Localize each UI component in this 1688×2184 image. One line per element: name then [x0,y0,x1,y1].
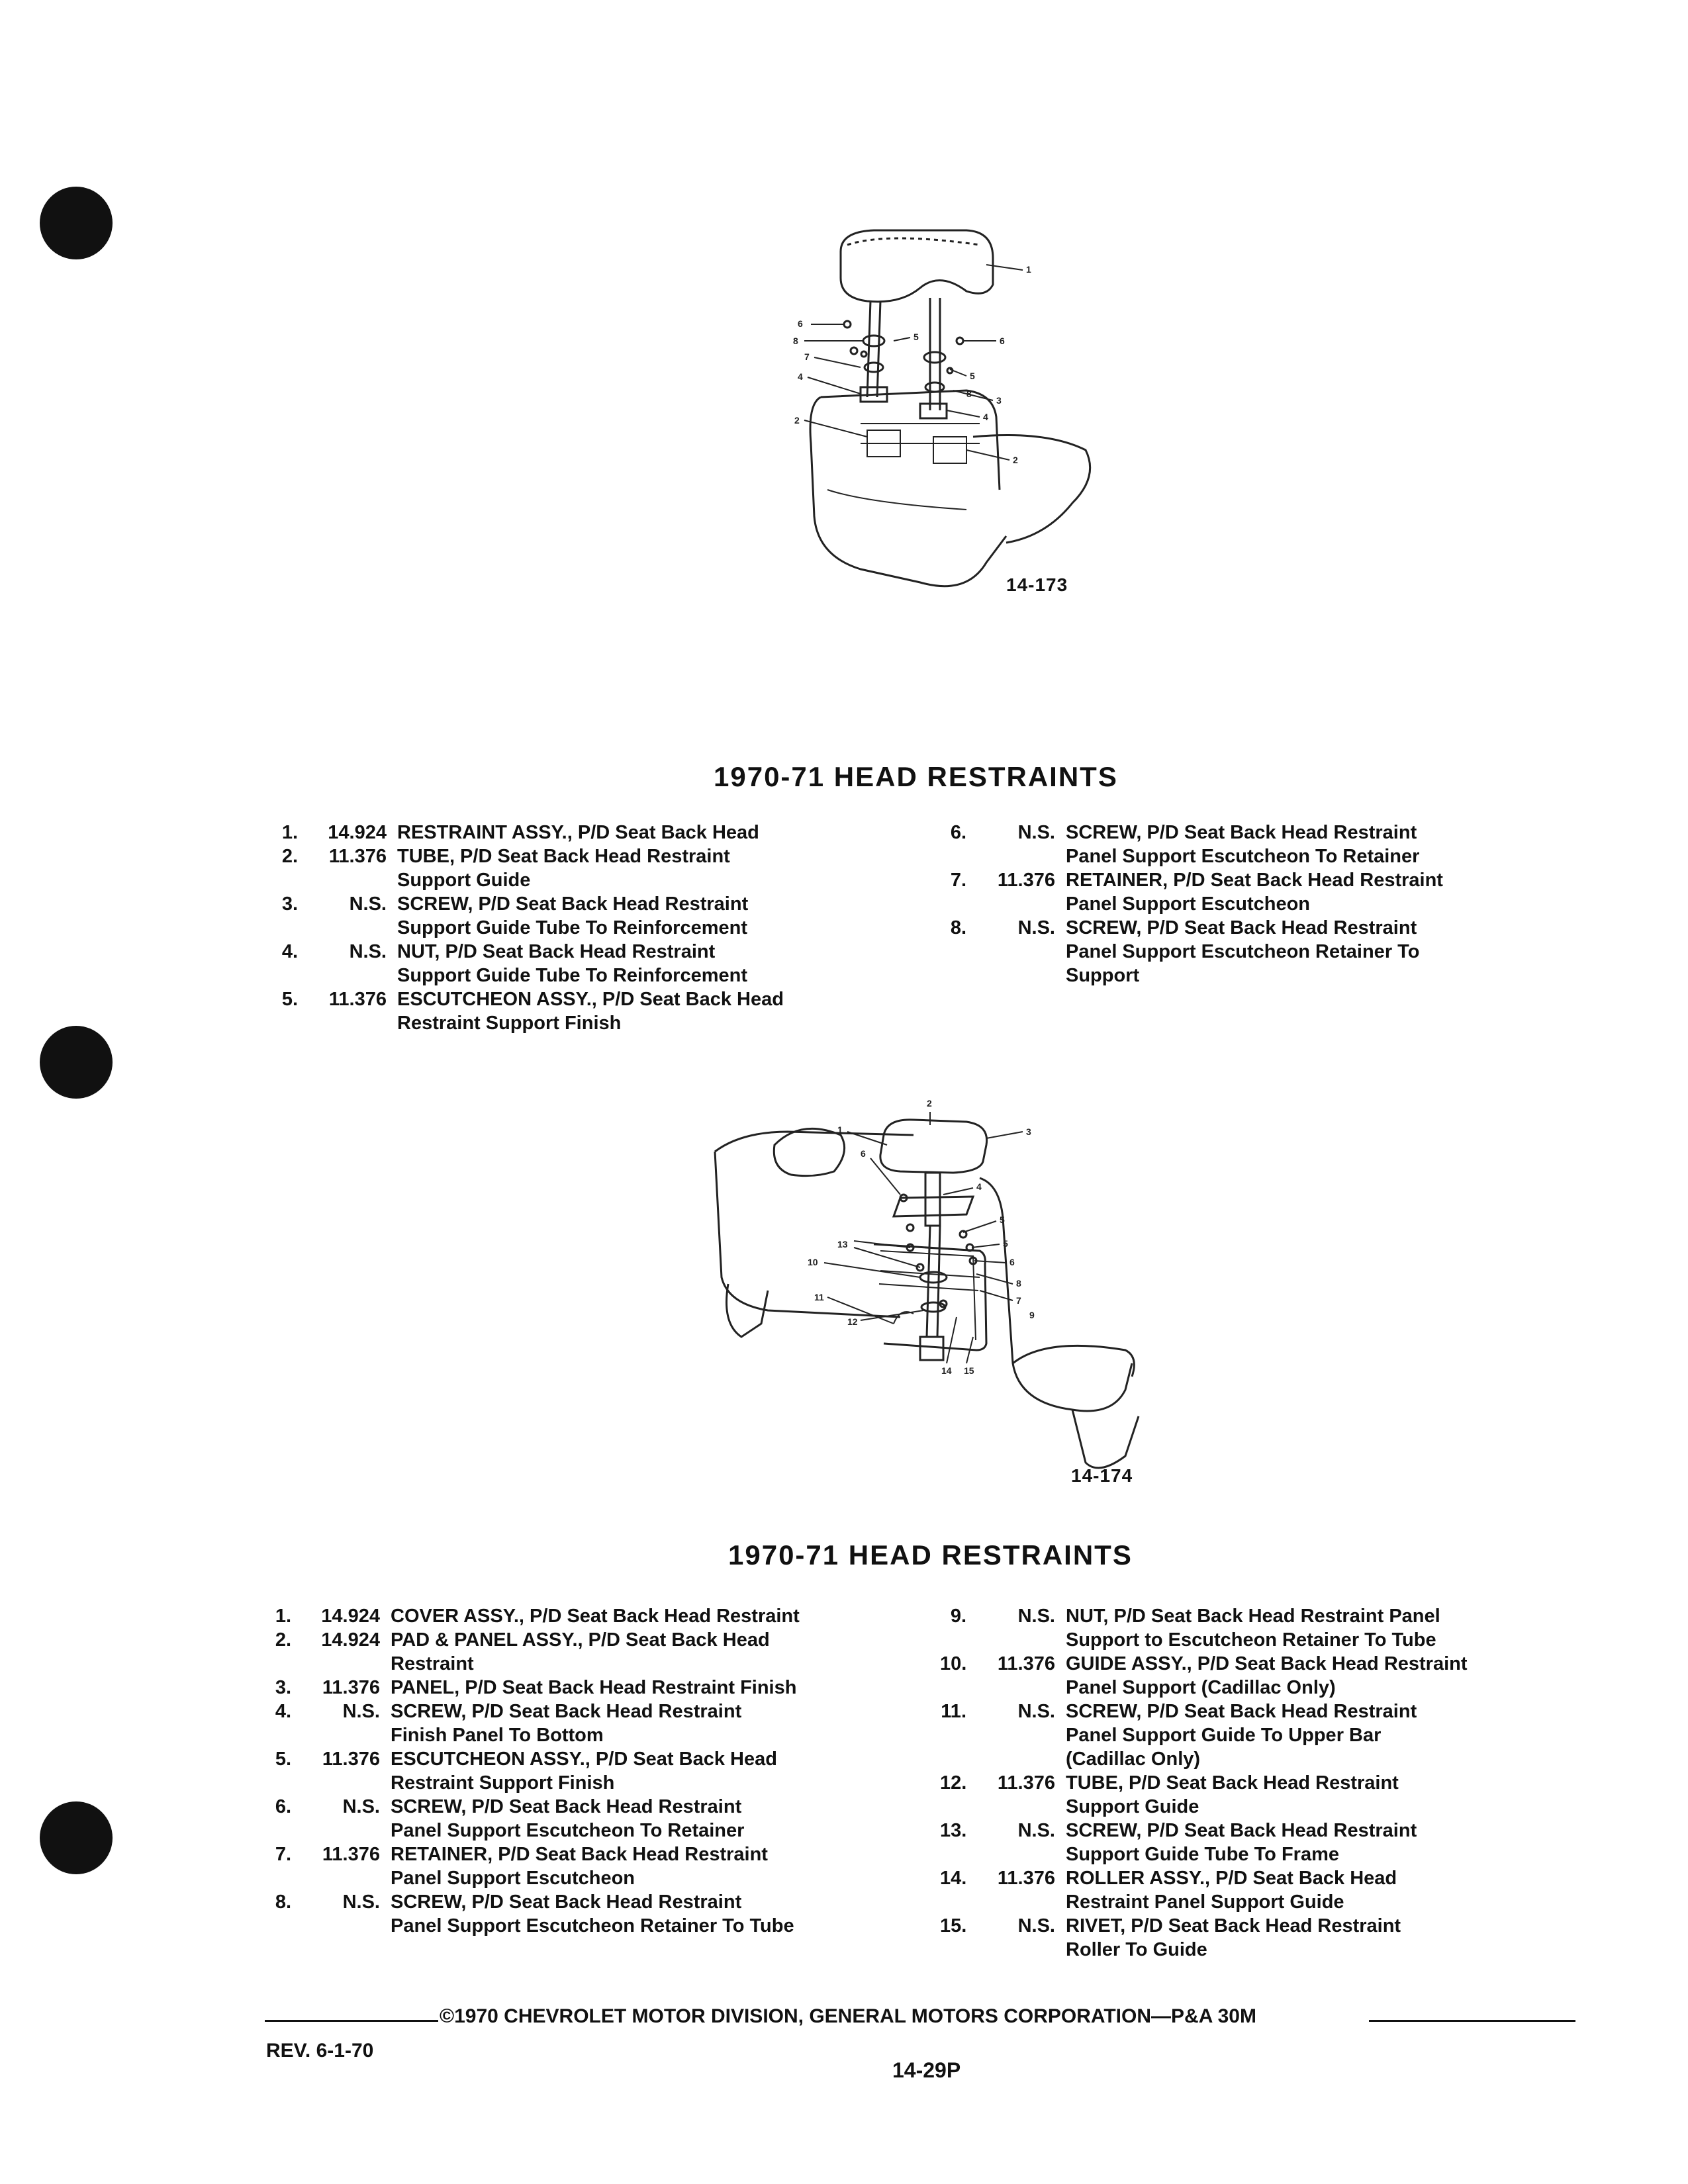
fig2-callout-5b: 5 [1003,1238,1008,1249]
fig2-callout-1: 1 [837,1124,843,1135]
description-line: Panel Support Guide To Upper Bar [1066,1725,1382,1746]
fig1-callout-4b: 4 [983,412,988,422]
item-group-number: 11.376 [997,1868,1055,1889]
item-number: 5. [281,989,298,1010]
item-number: 7. [275,1844,291,1865]
item-description [1066,916,1575,987]
item-description [1066,821,1575,868]
item-number: 9. [950,1606,966,1627]
item-group-number: 14.924 [321,1606,380,1627]
fig1-callout-6a: 6 [798,318,803,329]
description-line: RETAINER, P/D Seat Back Head Restraint [391,1844,768,1865]
item-group-number: N.S. [349,893,387,915]
item-number: 1. [281,822,298,843]
s2-right-item-7 [940,1914,1575,1962]
fig1-callout-6b: 6 [1000,336,1005,346]
description-line: Restraint Panel Support Guide [1066,1891,1344,1913]
fig2-callout-9: 9 [1029,1310,1035,1320]
s2-left-item-2 [265,1628,927,1676]
s2-right-item-3 [940,1700,1575,1771]
item-description [1066,868,1575,916]
item-description [397,844,907,892]
fig1-callout-4a: 4 [798,371,803,382]
description-line: SCREW, P/D Seat Back Head Restraint [391,1701,742,1722]
item-description [1066,1700,1575,1771]
description-line: TUBE, P/D Seat Back Head Restraint [397,846,730,867]
item-group-number: 11.376 [997,1653,1055,1674]
item-description [391,1843,927,1890]
item-description [1066,1914,1575,1962]
fig2-callout-7: 7 [1016,1295,1021,1306]
item-description [397,821,907,844]
description-line: Panel Support Escutcheon Retainer To [1066,941,1420,962]
description-line: COVER ASSY., P/D Seat Back Head Restraint [391,1606,800,1627]
fig2-callout-2: 2 [927,1098,932,1109]
fig2-callout-13: 13 [837,1239,848,1250]
item-number: 6. [950,822,966,843]
description-line: PAD & PANEL ASSY., P/D Seat Back Head [391,1629,770,1651]
description-line: Restraint Support Finish [391,1772,615,1794]
figure-2-label: 14-174 [1071,1465,1133,1486]
description-line: Finish Panel To Bottom [391,1725,604,1746]
description-line: SCREW, P/D Seat Back Head Restraint [391,1891,742,1913]
description-line: Support [1066,965,1140,986]
description-line: Roller To Guide [1066,1939,1207,1960]
item-group-number: 11.376 [997,1772,1055,1794]
item-description [391,1604,927,1628]
description-line: Panel Support Escutcheon [391,1868,635,1889]
s1-left-item-3 [271,892,907,940]
s2-right-item-5 [940,1819,1575,1866]
s2-left-item-8 [265,1890,927,1938]
item-group-number: 11.376 [997,870,1055,891]
item-group-number: 11.376 [322,1677,380,1698]
description-line: ROLLER ASSY., P/D Seat Back Head [1066,1868,1397,1889]
description-line: Support to Escutcheon Retainer To Tube [1066,1629,1436,1651]
section-1-title: 1970-71 HEAD RESTRAINTS [714,761,1118,792]
item-number: 7. [950,870,966,891]
binder-hole-bottom [40,1801,113,1874]
fig2-callout-6a: 6 [861,1148,866,1159]
fig1-callout-8b: 8 [966,388,972,399]
s1-right-item-2 [940,868,1575,916]
item-number: 4. [281,941,298,962]
item-group-number: N.S. [1017,917,1055,938]
item-description [391,1890,927,1938]
item-number: 15. [940,1915,967,1936]
fig2-callout-12: 12 [847,1316,858,1327]
item-group-number: N.S. [1017,1701,1055,1722]
fig2-callout-14: 14 [941,1365,952,1376]
item-number: 2. [275,1629,291,1651]
item-number: 3. [275,1677,291,1698]
item-group-number: 14.924 [328,822,387,843]
item-group-number: N.S. [342,1891,380,1913]
fig1-callout-5a: 5 [914,332,919,342]
description-line: RETAINER, P/D Seat Back Head Restraint [1066,870,1443,891]
s1-left-item-5 [271,987,907,1035]
description-line: SCREW, P/D Seat Back Head Restraint [397,893,749,915]
item-description [391,1628,927,1676]
description-line: Panel Support Escutcheon To Retainer [1066,846,1420,867]
s2-left-item-7 [265,1843,927,1890]
description-line: Support Guide Tube To Reinforcement [397,917,747,938]
item-number: 8. [275,1891,291,1913]
fig1-callout-7: 7 [804,351,810,362]
footer-rule-left [265,2020,438,2022]
item-number: 1. [275,1606,291,1627]
description-line: Restraint Support Finish [397,1013,622,1034]
s1-right-item-1 [940,821,1575,868]
description-line: Panel Support Escutcheon Retainer To Tube [391,1915,794,1936]
binder-hole-top [40,187,113,259]
item-group-number: N.S. [342,1701,380,1722]
description-line: Support Guide Tube To Frame [1066,1844,1339,1865]
description-line: Panel Support Escutcheon To Retainer [391,1820,745,1841]
item-group-number: N.S. [349,941,387,962]
fig1-callout-1: 1 [1026,264,1031,275]
fig2-callout-5a: 5 [1000,1214,1005,1225]
description-line: (Cadillac Only) [1066,1749,1201,1770]
description-line: ESCUTCHEON ASSY., P/D Seat Back Head [391,1749,777,1770]
fig2-callout-11: 11 [814,1292,824,1302]
description-line: Support Guide Tube To Reinforcement [397,965,747,986]
item-description [397,987,907,1035]
fig1-callout-2a: 2 [794,415,800,426]
description-line: Restraint [391,1653,474,1674]
item-number: 8. [950,917,966,938]
s2-left-item-6 [265,1795,927,1843]
item-number: 5. [275,1749,291,1770]
description-line: Support Guide [397,870,531,891]
item-group-number: 11.376 [328,846,387,867]
s2-right-item-4 [940,1771,1575,1819]
item-description [391,1795,927,1843]
s2-left-item-1 [265,1604,927,1628]
description-line: Panel Support (Cadillac Only) [1066,1677,1336,1698]
description-line: PANEL, P/D Seat Back Head Restraint Finish [391,1677,797,1698]
item-description [391,1747,927,1795]
description-line: TUBE, P/D Seat Back Head Restraint [1066,1772,1399,1794]
s2-left-item-4 [265,1700,927,1747]
description-line: RESTRAINT ASSY., P/D Seat Back Head [397,822,759,843]
footer-copyright: ©1970 CHEVROLET MOTOR DIVISION, GENERAL MOTORS CORPORATION—P&A 30M [440,2005,1256,2027]
s2-right-item-6 [940,1866,1575,1914]
item-group-number: N.S. [342,1796,380,1817]
section-2-right-list [940,1604,1575,1962]
s2-left-item-5 [265,1747,927,1795]
s2-right-item-2 [940,1652,1575,1700]
s2-left-item-3 [265,1676,927,1700]
fig1-callout-3: 3 [996,395,1002,406]
figure-head-restraint-bucket-seat [768,225,1112,596]
section-1-right-list [940,821,1575,987]
item-group-number: 11.376 [328,989,387,1010]
fig2-callout-8: 8 [1016,1278,1021,1289]
item-number: 3. [281,893,298,915]
item-description [391,1700,927,1747]
footer-rule-right [1369,2020,1575,2022]
item-number: 10. [940,1653,967,1674]
item-number: 13. [940,1820,967,1841]
s1-right-item-3 [940,916,1575,987]
item-description [1066,1604,1575,1652]
item-group-number: 14.924 [321,1629,380,1651]
fig1-callout-2b: 2 [1013,455,1018,465]
item-description [1066,1819,1575,1866]
item-number: 6. [275,1796,291,1817]
item-number: 12. [940,1772,967,1794]
description-line: Panel Support Escutcheon [1066,893,1310,915]
description-line: RIVET, P/D Seat Back Head Restraint [1066,1915,1401,1936]
item-group-number: N.S. [1017,1820,1055,1841]
item-description [1066,1771,1575,1819]
description-line: NUT, P/D Seat Back Head Restraint Panel [1066,1606,1440,1627]
s1-left-item-1 [271,821,907,844]
description-line: SCREW, P/D Seat Back Head Restraint [1066,1701,1417,1722]
item-group-number: N.S. [1017,1606,1055,1627]
fig1-callout-5b: 5 [970,371,975,381]
item-number: 14. [940,1868,967,1889]
binder-hole-middle [40,1026,113,1099]
s1-left-item-2 [271,844,907,892]
section-1-left-list [271,821,907,1035]
s2-right-item-1 [940,1604,1575,1652]
revision-date: REV. 6-1-70 [266,2040,374,2062]
item-number: 11. [941,1701,966,1722]
fig2-callout-3: 3 [1026,1126,1031,1137]
section-2-left-list [265,1604,927,1938]
item-group-number: N.S. [1017,1915,1055,1936]
description-line: SCREW, P/D Seat Back Head Restraint [1066,917,1417,938]
page-number: 14-29P [892,2058,961,2082]
fig2-callout-10: 10 [808,1257,818,1267]
description-line: ESCUTCHEON ASSY., P/D Seat Back Head [397,989,784,1010]
item-description [391,1676,927,1700]
fig2-callout-4: 4 [976,1181,982,1192]
description-line: GUIDE ASSY., P/D Seat Back Head Restraint [1066,1653,1468,1674]
figure-head-restraint-bench-seat [702,1085,1152,1482]
item-description [1066,1866,1575,1914]
item-number: 4. [275,1701,291,1722]
item-description [1066,1652,1575,1700]
s1-left-item-4 [271,940,907,987]
item-description [397,940,907,987]
section-2-title: 1970-71 HEAD RESTRAINTS [728,1539,1133,1570]
item-group-number: 11.376 [322,1844,380,1865]
description-line: SCREW, P/D Seat Back Head Restraint [391,1796,742,1817]
description-line: NUT, P/D Seat Back Head Restraint [397,941,716,962]
description-line: Support Guide [1066,1796,1199,1817]
fig2-callout-6b: 6 [1009,1257,1015,1267]
item-description [397,892,907,940]
description-line: SCREW, P/D Seat Back Head Restraint [1066,822,1417,843]
item-group-number: N.S. [1017,822,1055,843]
description-line: SCREW, P/D Seat Back Head Restraint [1066,1820,1417,1841]
fig2-callout-15: 15 [964,1365,974,1376]
item-number: 2. [281,846,298,867]
item-group-number: 11.376 [322,1749,380,1770]
figure-1-label: 14-173 [1006,574,1068,595]
fig1-callout-8: 8 [793,336,798,346]
